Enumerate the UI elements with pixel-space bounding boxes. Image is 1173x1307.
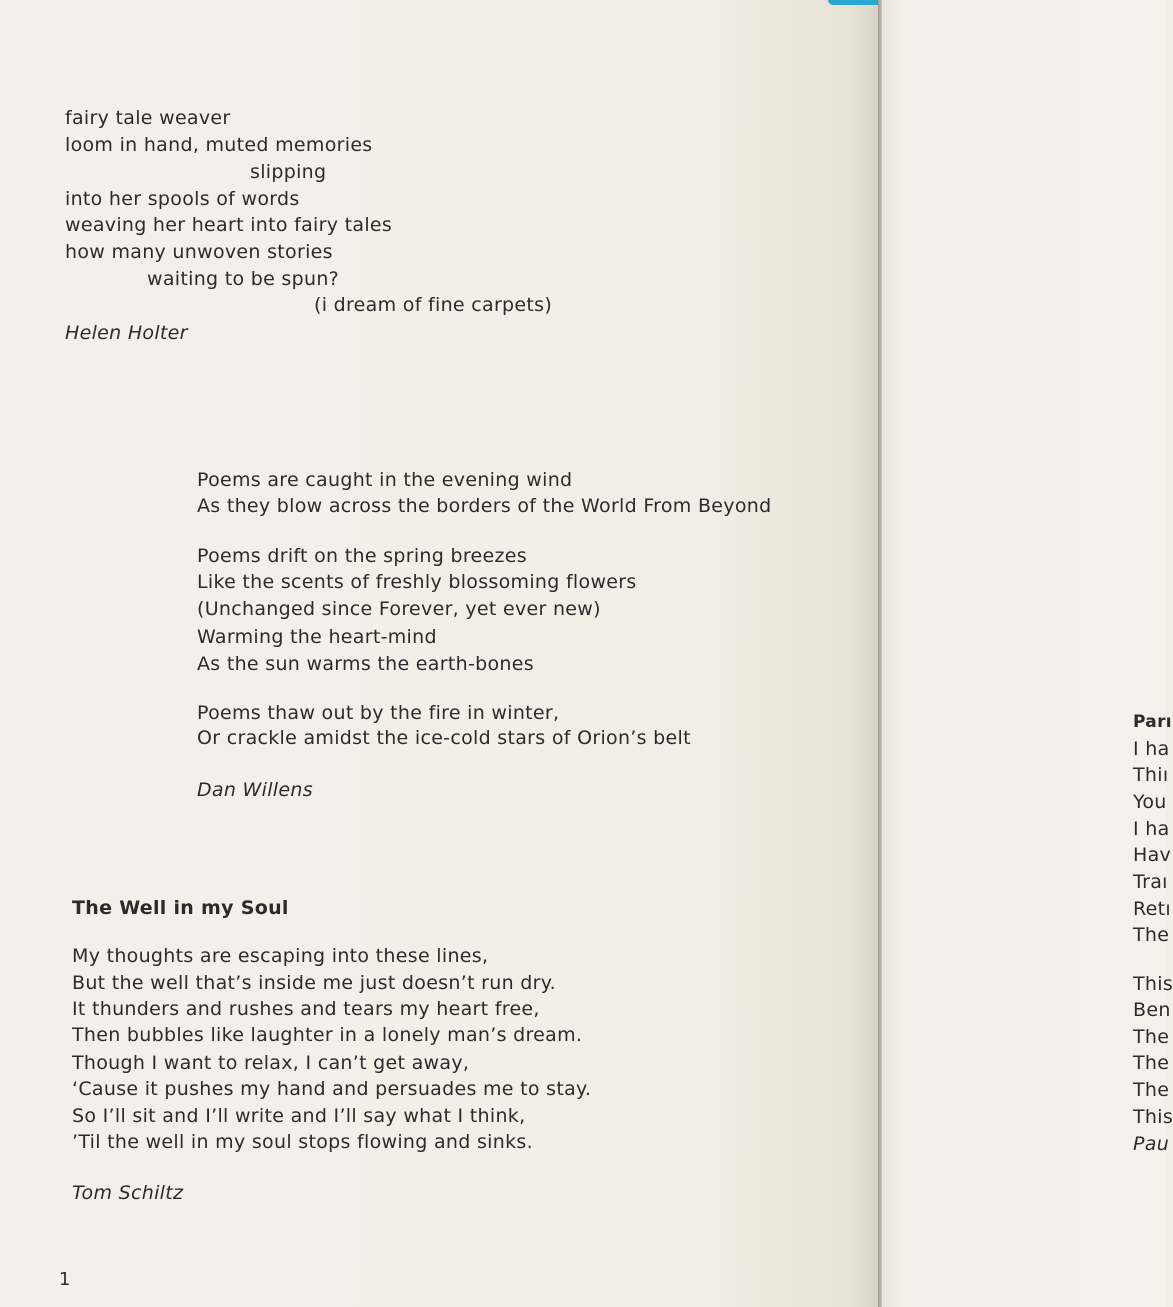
poem-3-line: ’Til the well in my soul stops flowing and sinks.	[72, 1131, 533, 1153]
poem-1-line: loom in hand, muted memories	[65, 134, 373, 156]
poem-2-line: Poems thaw out by the fire in winter,	[197, 702, 560, 724]
poem-2-line: Or crackle amidst the ice-cold stars of Orion’s belt	[197, 727, 691, 749]
poem-3-line: Though I want to relax, I can’t get away,	[72, 1052, 470, 1074]
poem-1-line: fairy tale weaver	[65, 107, 231, 129]
poem-2-author: Dan Willens	[197, 779, 313, 801]
poem-2-line: As the sun warms the earth-bones	[197, 653, 534, 675]
poem-3-line: So I’ll sit and I’ll write and I’ll say what I think,	[72, 1105, 526, 1127]
poem-1-author: Helen Holter	[65, 322, 188, 344]
poem-2-line: Warming the heart-mind	[197, 626, 437, 648]
poem-1-line: slipping	[250, 161, 327, 183]
right-poem-line: I ha	[1133, 818, 1170, 840]
right-poem-line: This	[1133, 973, 1173, 995]
poem-3-line: My thoughts are escaping into these lines,	[72, 945, 489, 967]
right-poem-line: The	[1133, 1026, 1170, 1048]
poem-2-line: As they blow across the borders of the World From Beyond	[197, 495, 772, 517]
poem-1-line: weaving her heart into fairy tales	[65, 214, 393, 236]
right-poem-line: You	[1133, 791, 1167, 813]
poem-3-author: Tom Schiltz	[72, 1182, 184, 1204]
poem-2-line: Poems drift on the spring breezes	[197, 545, 527, 567]
right-poem-line: Ben	[1133, 999, 1171, 1021]
poem-1-line: waiting to be spun?	[147, 268, 340, 290]
poem-3-title: The Well in my Soul	[72, 897, 289, 919]
blue-tab-marker	[828, 0, 878, 5]
right-poem-line: This	[1133, 1106, 1173, 1128]
right-poem-line: The	[1133, 1052, 1170, 1074]
right-poem-line: Traı	[1133, 871, 1168, 893]
page-number: 1	[59, 1269, 71, 1290]
poem-3-line: But the well that’s inside me just doesn’t run dry.	[72, 972, 556, 994]
poem-2-line: (Unchanged since Forever, yet ever new)	[197, 598, 601, 620]
right-poem-author: Pau	[1133, 1133, 1170, 1155]
poem-1-line: into her spools of words	[65, 188, 300, 210]
right-poem-line: Retı	[1133, 898, 1171, 920]
poem-3-line: Then bubbles like laughter in a lonely man’s dream.	[72, 1024, 583, 1046]
right-page	[882, 0, 1165, 1307]
right-poem-title: Parı	[1133, 712, 1172, 732]
poem-3-line: ‘Cause it pushes my hand and persuades me to stay.	[72, 1078, 592, 1100]
poem-2-line: Like the scents of freshly blossoming flowers	[197, 571, 637, 593]
right-poem-line: The	[1133, 1079, 1170, 1101]
poem-1-line: (i dream of fine carpets)	[314, 294, 553, 316]
poem-3-line: It thunders and rushes and tears my heart free,	[72, 998, 540, 1020]
right-poem-line: Hav	[1133, 844, 1172, 866]
poem-2-line: Poems are caught in the evening wind	[197, 469, 573, 491]
right-poem-line: The	[1133, 924, 1170, 946]
right-poem-line: I ha	[1133, 738, 1170, 760]
poem-1-line: how many unwoven stories	[65, 241, 333, 263]
right-poem-line: Thiı	[1133, 764, 1169, 786]
